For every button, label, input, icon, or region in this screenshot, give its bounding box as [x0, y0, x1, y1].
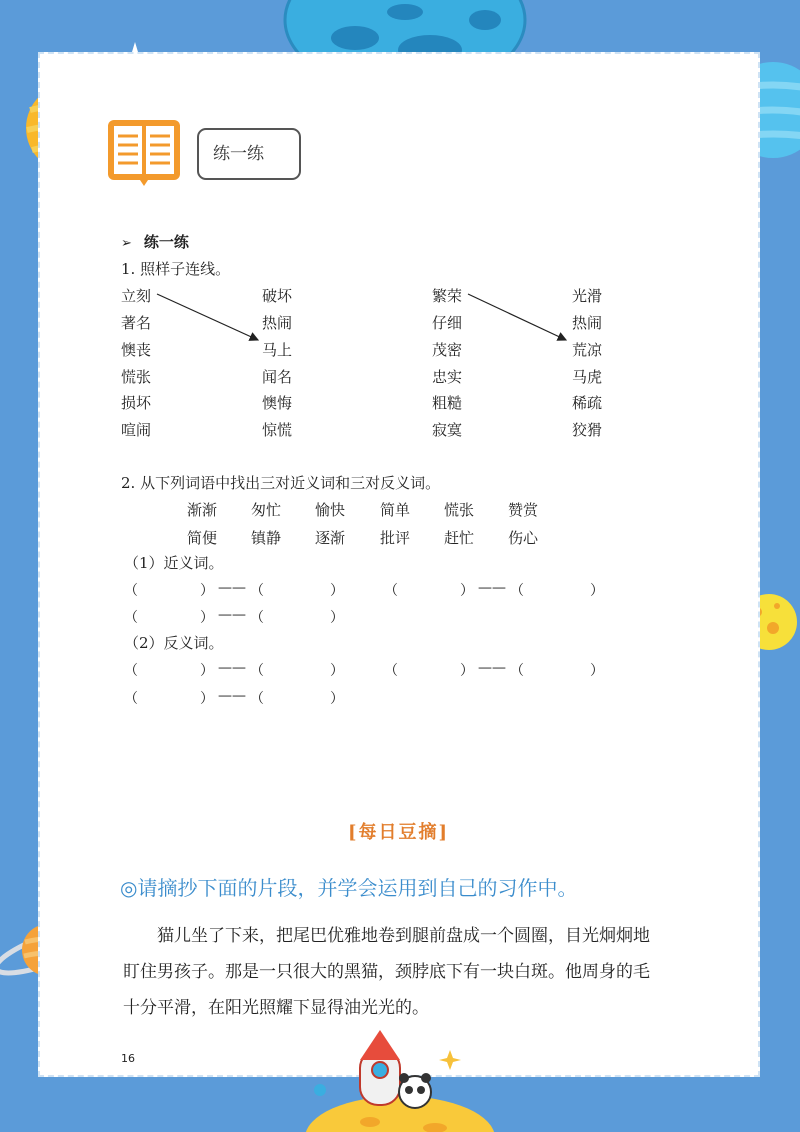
match-word: 忠实	[432, 368, 463, 386]
blank-paren: ）	[460, 663, 474, 679]
match-word: 懊悔	[262, 394, 293, 412]
blank-paren: ）	[330, 663, 344, 679]
daily-excerpt-title: [每日豆摘]	[348, 822, 450, 843]
blank-paren: ）	[330, 610, 344, 626]
blank-paren: （	[124, 583, 138, 599]
pair-dash: ——	[218, 688, 246, 704]
match-word: 光滑	[572, 287, 603, 305]
heading-arrow-icon: ➢	[121, 236, 132, 251]
match-word: 热闹	[262, 314, 293, 332]
blank-paren: （	[124, 663, 138, 679]
word-bank-item: 批评	[380, 529, 411, 547]
excerpt-passage: 猫儿坐了下来，把尾巴优雅地卷到腿前盘成一个圆圈，目光炯炯地盯住男孩子。那是一只很大的黑猫，颈脖底下有一块白斑。他周身的毛十分平滑，在阳光照耀下显得油光光的。	[123, 926, 650, 1018]
antonyms-label: （2）反义词。	[124, 634, 224, 652]
match-word: 著名	[121, 314, 152, 332]
blank-paren: ）	[200, 583, 214, 599]
match-word: 破坏	[262, 287, 293, 305]
match-word: 闻名	[262, 368, 293, 386]
word-bank-item: 赶忙	[444, 529, 475, 547]
word-bank-item: 简便	[187, 529, 218, 547]
match-word: 慌张	[121, 368, 152, 386]
blank-paren: ）	[200, 663, 214, 679]
blank-paren: （	[384, 583, 398, 599]
synonyms-label: （1）近义词。	[124, 554, 224, 572]
word-bank-item: 赞赏	[508, 501, 539, 519]
blank-paren: （	[250, 691, 264, 707]
blank-paren: ）	[330, 691, 344, 707]
word-bank-item: 镇静	[251, 529, 282, 547]
blank-paren: ）	[590, 663, 604, 679]
pair-dash: ——	[218, 607, 246, 623]
blank-paren: ）	[590, 583, 604, 599]
blank-paren: ）	[200, 610, 214, 626]
match-word: 懊丧	[121, 341, 152, 359]
word-bank-item: 慌张	[444, 501, 475, 519]
word-bank-item: 匆忙	[251, 501, 282, 519]
blank-paren: （	[384, 663, 398, 679]
match-word: 惊慌	[262, 421, 293, 439]
word-bank-item: 伤心	[508, 529, 539, 547]
word-bank-item: 愉快	[315, 501, 346, 519]
blank-paren: （	[510, 583, 524, 599]
example-arrow-left	[157, 294, 258, 340]
blank-paren: （	[250, 583, 264, 599]
excerpt-instruction: ◎请摘抄下面的片段，并学会运用到自己的习作中。	[120, 876, 578, 900]
match-word: 喧闹	[121, 421, 152, 439]
page-number: 16	[121, 1052, 135, 1065]
blank-paren: ）	[460, 583, 474, 599]
match-word: 稀疏	[572, 394, 603, 412]
question-1-prompt: 1. 照样子连线。	[121, 260, 231, 278]
match-word: 马上	[262, 341, 293, 359]
pair-dash: ——	[218, 660, 246, 676]
blank-paren: （	[250, 663, 264, 679]
blank-paren: （	[124, 610, 138, 626]
match-word: 仔细	[432, 314, 463, 332]
blank-paren: （	[510, 663, 524, 679]
match-word: 寂寞	[432, 421, 463, 439]
blank-paren: ）	[330, 583, 344, 599]
blank-paren: （	[250, 610, 264, 626]
match-word: 茂密	[432, 341, 463, 359]
heading-text: 练一练	[143, 233, 189, 251]
match-word: 荒凉	[572, 341, 603, 359]
rocket-and-panda-illustration	[300, 1030, 500, 1132]
pair-dash: ——	[478, 660, 506, 676]
match-word: 粗糙	[432, 394, 463, 412]
match-word: 损坏	[121, 394, 152, 412]
pair-dash: ——	[478, 580, 506, 596]
word-bank-item: 简单	[380, 501, 411, 519]
match-word: 马虎	[572, 368, 603, 386]
blank-paren: ）	[200, 691, 214, 707]
match-word: 立刻	[121, 287, 152, 305]
blank-paren: （	[124, 691, 138, 707]
example-connecting-arrows	[0, 0, 800, 400]
word-bank-item: 逐渐	[315, 529, 346, 547]
example-arrow-right	[468, 294, 566, 340]
match-word: 热闹	[572, 314, 603, 332]
match-word: 狡猾	[572, 421, 603, 439]
pair-dash: ——	[218, 580, 246, 596]
word-bank-item: 渐渐	[187, 501, 218, 519]
section-title-label: 练一练	[213, 144, 264, 164]
match-word: 繁荣	[432, 287, 463, 305]
question-2-prompt: 2. 从下列词语中找出三对近义词和三对反义词。	[121, 474, 441, 492]
